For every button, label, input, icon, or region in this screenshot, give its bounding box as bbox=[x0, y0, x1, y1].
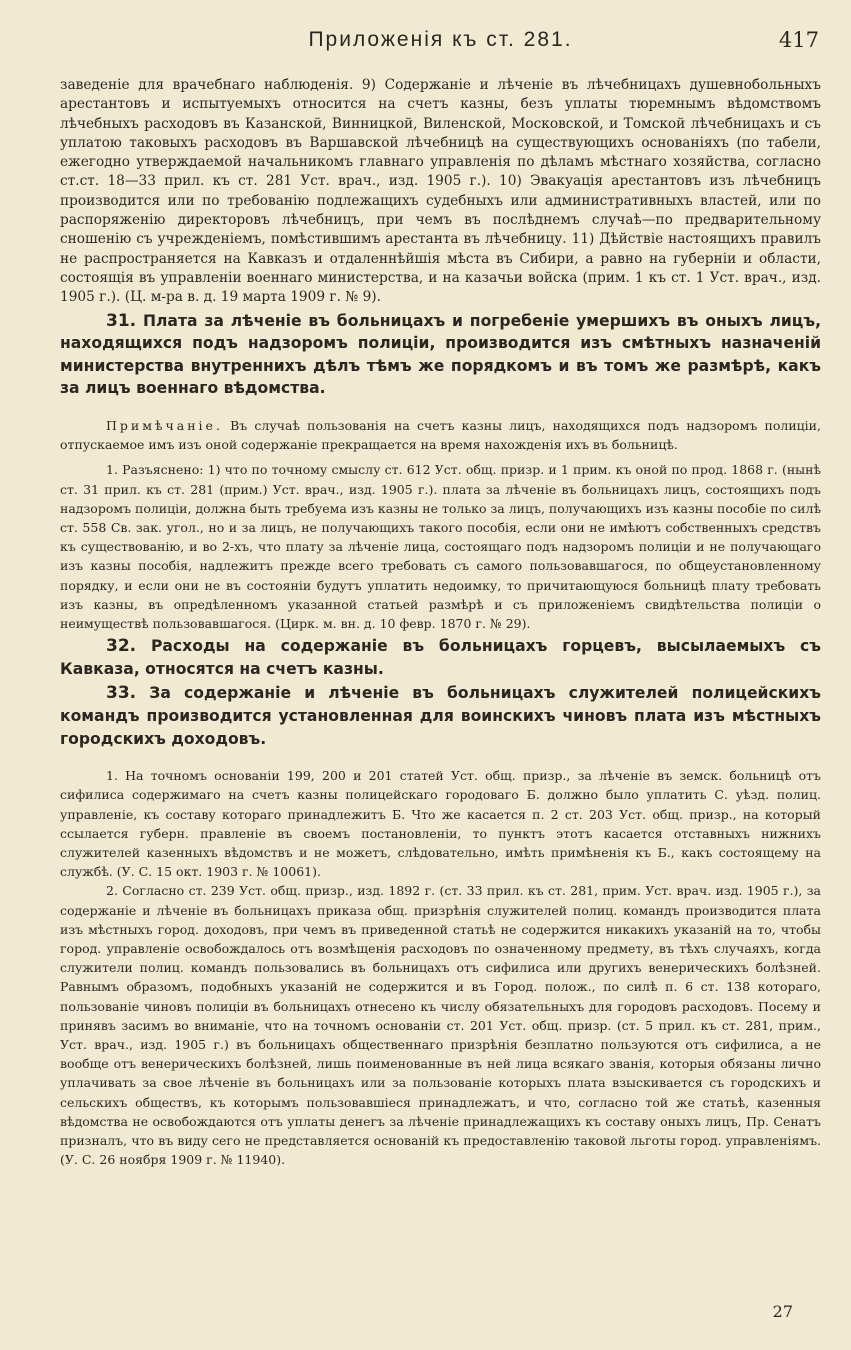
article-text: Плата за лѣченіе въ больницахъ и погребеніе умершихъ въ оныхъ лицъ, находящихся подъ надзоромъ полиціи, производится изъ смѣтныхъ назначеній министерства внутреннихъ дѣлъ тѣмъ же порядкомъ и въ томъ же размѣрѣ, какъ за лицъ военнаго вѣдомства. bbox=[60, 311, 821, 398]
note-label: Примѣчаніе. bbox=[106, 417, 223, 433]
page-header bbox=[60, 28, 821, 58]
paragraph-continuation: заведеніе для врачебнаго наблюденія. 9) Содержаніе и лѣченіе въ лѣчебницахъ душевнобольныхъ арестантовъ и испытуемыхъ относится на счетъ казны, безъ уплаты тюремнымъ вѣдомствомъ лѣчебныхъ расходовъ въ Казанской, Винницкой, Виленской, Московской, и Томской лѣчебницахъ и съ уплатою таковыхъ расходовъ въ Варшавской лѣчебницѣ на существующихъ основаніяхъ (по табели, ежегодно утверждаемой начальникомъ главнаго управленія по дѣламъ мѣстнаго хозяйства, согласно ст.ст. 18—33 прил. къ ст. 281 Уст. врач., изд. 1905 г.). 10) Эвакуація арестантовъ изъ лѣчебницъ производится или по требованію подлежащихъ судебныхъ или административныхъ властей, или по распоряженію директоровъ лѣчебницъ, при чемъ въ послѣднемъ случаѣ—по предварительному сношенію съ учрежденіемъ, помѣстившимъ арестанта въ лѣчебницу. 11) Дѣйствіе настоящихъ правилъ не распространяется на Кавказъ и отдаленнѣйшія мѣста въ Сибири, а равно на губерніи и области, состоящія въ управленіи военнаго министерства, и на казачьи войска (прим. 1 къ ст. 1 Уст. врач., изд. 1905 г.). (Ц. м-ра в. д. 19 марта 1909 г. № 9). bbox=[60, 77, 821, 306]
commentary-33-2: 2. Согласно ст. 239 Уст. общ. призр., изд. 1892 г. (ст. 33 прил. къ ст. 281, прим. Уст. врач. изд. 1905 г.), за содержаніе и лѣченіе въ больницахъ приказа общ. призрѣнія служителей полиц. командъ производится плата изъ мѣстныхъ город. доходовъ, при чемъ въ приведенной статьѣ не содержится никакихъ указаній на то, чтобы город. управленіе освобождалось отъ возмѣщенія расходовъ по означенному предмету, въ тѣхъ случаяхъ, когда служители полиц. командъ пользовались въ больницахъ отъ сифилиса или другихъ венерическихъ болѣзней. Равнымъ образомъ, подобныхъ указаній не содержится и въ Город. полож., по силѣ п. 6 ст. 138 котораго, пользованіе чиновъ полиціи въ больницахъ отнесено къ числу обязательныхъ для городовъ расходовъ. Посему и принявъ засимъ во вниманіе, что на точномъ основаніи ст. 201 Уст. общ. призр. (ст. 5 прил. къ ст. 281, прим., Уст. врач., изд. 1905 г.) въ больницахъ общественнаго призрѣнія безплатно пользуются отъ сифилиса, а не вообще отъ венерическихъ болѣзней, лишь поименованные въ ней лица всякаго званія, которыя обязаны лично уплачивать за свое лѣченіе въ больницахъ или за пользованіе которыхъ плата взыскивается съ городскихъ и сельскихъ обществъ, къ которымъ пользовавшіеся принадлежатъ, и что, согласно той же статьѣ, казенныя вѣдомства не освобождаются отъ уплаты денегъ за лѣченіе принадлежащихъ къ составу оныхъ лицъ, Пр. Сенатъ призналъ, что въ виду сего не представляется основаній къ предоставленію таковой льготы город. управленіямъ. (У. С. 26 ноября 1909 г. № 11940). bbox=[60, 883, 821, 1168]
note bbox=[60, 416, 821, 454]
article-number: 31. bbox=[106, 310, 137, 331]
article-32 bbox=[60, 635, 821, 680]
page-number: 417 bbox=[778, 28, 819, 52]
note-text: Въ случаѣ пользованія на счетъ казны лицъ, находящихся подъ надзоромъ полиціи, отпускаемое имъ изъ оной содержаніе прекращается на время нахожденія ихъ въ больницѣ. bbox=[60, 417, 821, 453]
article-33 bbox=[60, 682, 821, 750]
article-31 bbox=[60, 310, 821, 400]
article-number: 33. bbox=[106, 683, 137, 704]
article-text: За содержаніе и лѣченіе въ больницахъ служителей полицейскихъ командъ производится установленная для воинскихъ чиновъ плата изъ мѣстныхъ городскихъ доходовъ. bbox=[60, 684, 821, 748]
article-number: 32. bbox=[106, 636, 137, 657]
running-title: Приложенія къ ст. 281. bbox=[308, 28, 573, 51]
commentary-33-1: 1. На точномъ основаніи 199, 200 и 201 статей Уст. общ. призр., за лѣченіе въ земск. больницѣ отъ сифилиса содержимаго на счетъ казны полицейскаго городоваго Б. должно было уплатить С. уѣзд. полиц. управленіе, къ составу котораго принадлежитъ Б. Что же касается п. 2 ст. 203 Уст. общ. призр., на который ссылается губерн. правленіе въ своемъ постановленіи, то пунктъ этотъ касается отставныхъ нижнихъ служителей казенныхъ вѣдомствъ и не можетъ, слѣдовательно, имѣть примѣненія къ Б., какъ состоящему на службѣ. (У. С. 15 окт. 1903 г. № 10061). bbox=[60, 768, 821, 880]
commentary-31-1: 1. Разъяснено: 1) что по точному смыслу ст. 612 Уст. общ. призр. и 1 прим. къ оной по прод. 1868 г. (нынѣ ст. 31 прил. къ ст. 281 (прим.) Уст. врач., изд. 1905 г.). плата за лѣченіе въ больницахъ лицъ, состоящихъ подъ надзоромъ полиціи, должна быть требуема изъ казны не только за лицъ, получающихъ изъ казны пособіе по силѣ ст. 558 Св. зак. угол., но и за лицъ, не получающихъ такого пособія, если они не имѣютъ собственныхъ средствъ къ существованію, и во 2-хъ, что плату за лѣченіе лица, состоящаго подъ надзоромъ полиціи и не получающаго изъ казны пособія, надлежитъ прежде всего требовать съ самого пользовавшагося, по общеустановленному порядку, и если они не въ состояніи будутъ уплатить недоимку, то причитающуюся больницѣ плату требовать изъ казны, въ опредѣленномъ указанной статьей размѣрѣ и съ приложеніемъ свидѣтельства полиціи о неимуществѣ пользовавшагося. (Цирк. м. вн. д. 10 февр. 1870 г. № 29). bbox=[60, 462, 821, 631]
article-text: Расходы на содержаніе въ больницахъ горцевъ, высылаемыхъ съ Кавказа, относятся на счетъ казны. bbox=[60, 637, 821, 678]
page-body bbox=[60, 76, 821, 1169]
signature-mark: 27 bbox=[772, 1302, 793, 1321]
